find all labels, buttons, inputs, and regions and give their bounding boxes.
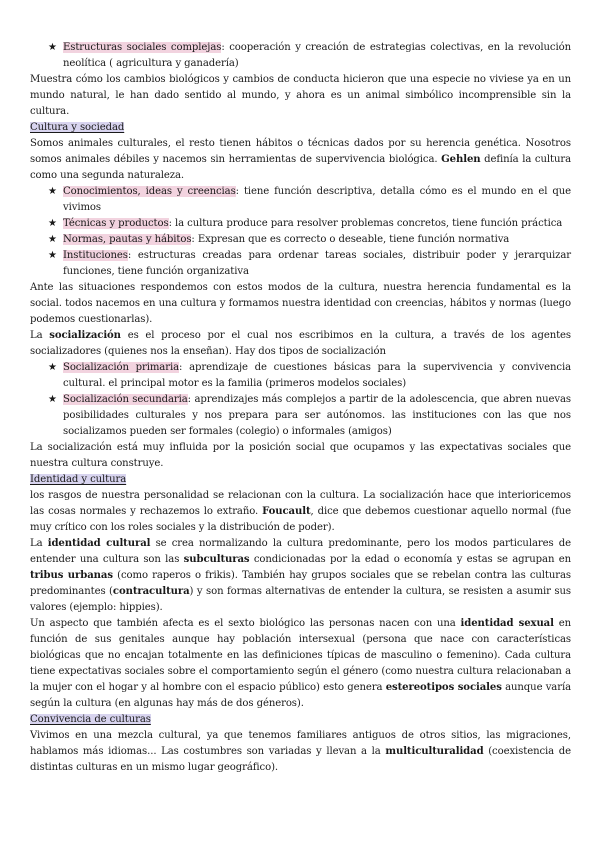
text-run: , dice que debemos cuestionar aquello normal (fue muy crítico con los roles sociales y la distribución de poder). [30, 506, 571, 533]
text-run: (como raperos o frikis). También hay grupos sociales que se rebelan contra las culturas predominantes ( [30, 570, 572, 597]
star-bullet-icon: ★ [48, 218, 57, 229]
text-run: es el proceso por el cual nos escribimos en la cultura, a través de los agentes socializadores (quienes nos la enseñan). Hay dos tipos de socialización [30, 330, 571, 357]
bold-term: multiculturalidad [385, 746, 484, 757]
heading-text: Convivencia de culturas [30, 714, 151, 725]
bold-term: identidad cultural [47, 538, 151, 549]
section-heading-identidad [30, 472, 571, 488]
text-run: los rasgos de nuestra personalidad se relacionan con la cultura. La socialización hace que interioricemos las cosas normales y rechazemos lo extraño. [30, 490, 571, 517]
text-run: en función de sus genitales aunque hay población intersexual (persona que nace con características biológicas que no encajan totalmente en las definiciones típicas de masculino o femenino). Cada cultura tiene expectativas sociales sobre el comportamiento según el género (como nuestra cultura relacionaban a la mujer con el hogar y al hombre con el espacio público) esto genera [30, 618, 571, 693]
text-run: La [30, 330, 50, 341]
bold-term: contracultura [112, 586, 190, 597]
paragraph [30, 488, 571, 536]
text-run: La [30, 538, 48, 549]
star-bullet-icon: ★ [48, 42, 57, 53]
text-run: (coexistencia de distintas culturas en un mismo lugar geográfico). [30, 746, 571, 773]
document-page [30, 40, 571, 776]
text-run: se crea normalizando la cultura predominante, pero los modos particulares de entender una cultura son las [30, 538, 571, 565]
socialization-list [30, 360, 571, 440]
culture-modes-list [30, 184, 571, 280]
heading-text: Cultura y sociedad [30, 122, 125, 133]
intro-paragraph: Muestra cómo los cambios biológicos y cambios de conducta hicieron que una especie no viviese ya en un mundo natural, le han dado sentido al mundo, y ahora es un animal simbólico incomprensible sin la cultura. [30, 74, 571, 117]
star-bullet-icon: ★ [48, 394, 57, 405]
list-item-text: : aprendizajes más complejos a partir de la adolescencia, que abren nuevas posibilidades culturales y nos prepara para ser autónomos. las instituciones con las que nos socializamos pueden ser formales (colegio) o informales (amigos) [63, 394, 571, 437]
list-item-text: : tiene función descriptiva, detalla cómo es el mundo en el que vivimos [63, 186, 571, 213]
paragraph [30, 728, 571, 776]
list-item [48, 40, 571, 72]
bold-term: estereotipos sociales [385, 682, 502, 693]
list-item-text: : la cultura produce para resolver problemas concretos, tiene función práctica [168, 218, 563, 229]
paragraph [30, 616, 571, 712]
bold-term: subculturas [183, 554, 250, 565]
list-item [48, 392, 571, 440]
list-item [48, 360, 571, 392]
highlighted-term: Estructuras sociales complejas [63, 42, 222, 53]
section-heading-convivencia [30, 712, 571, 728]
star-bullet-icon: ★ [48, 362, 57, 373]
list-item-text: : estructuras creadas para ordenar tareas sociales, distribuir poder y jerarquizar funciones, tiene función organizativa [63, 250, 571, 277]
text-run: Somos animales culturales, el resto tienen hábitos o técnicas dados por su herencia genética. Nosotros somos animales débiles y nacemos sin herramientas de supervivencia biológica. [30, 138, 571, 165]
bold-term: Foucault [262, 506, 311, 517]
star-bullet-icon: ★ [48, 234, 57, 245]
paragraph [30, 328, 571, 360]
text-run: Vivimos en una mezcla cultural, ya que tenemos familiares antiguos de otros sitios, las migraciones, hablamos más idiomas... Las costumbres son variadas y llevan a la [30, 730, 571, 757]
list-item-text: : Expresan que es correcto o deseable, tiene función normativa [191, 234, 510, 245]
list-item [48, 232, 571, 248]
highlighted-term: Socialización secundaria [63, 394, 188, 405]
text-run: condicionadas por la edad o economía y estas se agrupan en [249, 554, 571, 565]
highlighted-term: Técnicas y productos [63, 218, 169, 229]
star-bullet-icon: ★ [48, 186, 57, 197]
bold-term: Gehlen [441, 154, 481, 165]
highlighted-term: Conocimientos, ideas y creencias [63, 186, 236, 197]
list-item-text: : cooperación y creación de estrategias colectivas, en la revolución neolítica ( agricultura y ganadería) [63, 42, 571, 69]
list-item [48, 184, 571, 216]
text-run: ) y son formas alternativas de entender la cultura, se resisten a asumir sus valores (ejemplo: hippies). [30, 586, 571, 613]
paragraph [30, 136, 571, 184]
star-bullet-icon: ★ [48, 250, 57, 261]
top-bullet-list [30, 40, 571, 72]
highlighted-term: Socialización primaria [63, 362, 179, 373]
list-item [48, 216, 571, 232]
list-item-text: : aprendizaje de cuestiones básicas para la supervivencia y convivencia cultural. el principal motor es la familia (primeros modelos sociales) [63, 362, 571, 389]
list-item [48, 248, 571, 280]
bold-term: socialización [49, 330, 121, 341]
highlighted-term: Instituciones [63, 250, 128, 261]
section-heading-cultura [30, 120, 571, 136]
paragraph [30, 536, 571, 616]
paragraph: La socialización está muy influida por la posición social que ocupamos y las expectativas sociales que nuestra cultura construye. [30, 442, 571, 469]
bold-term: identidad sexual [460, 618, 554, 629]
heading-text: Identidad y cultura [30, 474, 127, 485]
text-run: definía la cultura como una segunda naturaleza. [30, 154, 571, 181]
text-run: Un aspecto que también afecta es el sexto biológico las personas nacen con una [30, 618, 461, 629]
highlighted-term: Normas, pautas y hábitos [63, 234, 192, 245]
text-run: aunque varía según la cultura (en algunas hay más de dos géneros). [30, 682, 571, 709]
paragraph: Ante las situaciones respondemos con estos modos de la cultura, nuestra herencia fundamental es la social. todos nacemos en una cultura y formamos nuestra identidad con creencias, hábitos y normas (luego podemos cuestionarlas). [30, 282, 571, 325]
bold-term: tribus urbanas [30, 570, 113, 581]
